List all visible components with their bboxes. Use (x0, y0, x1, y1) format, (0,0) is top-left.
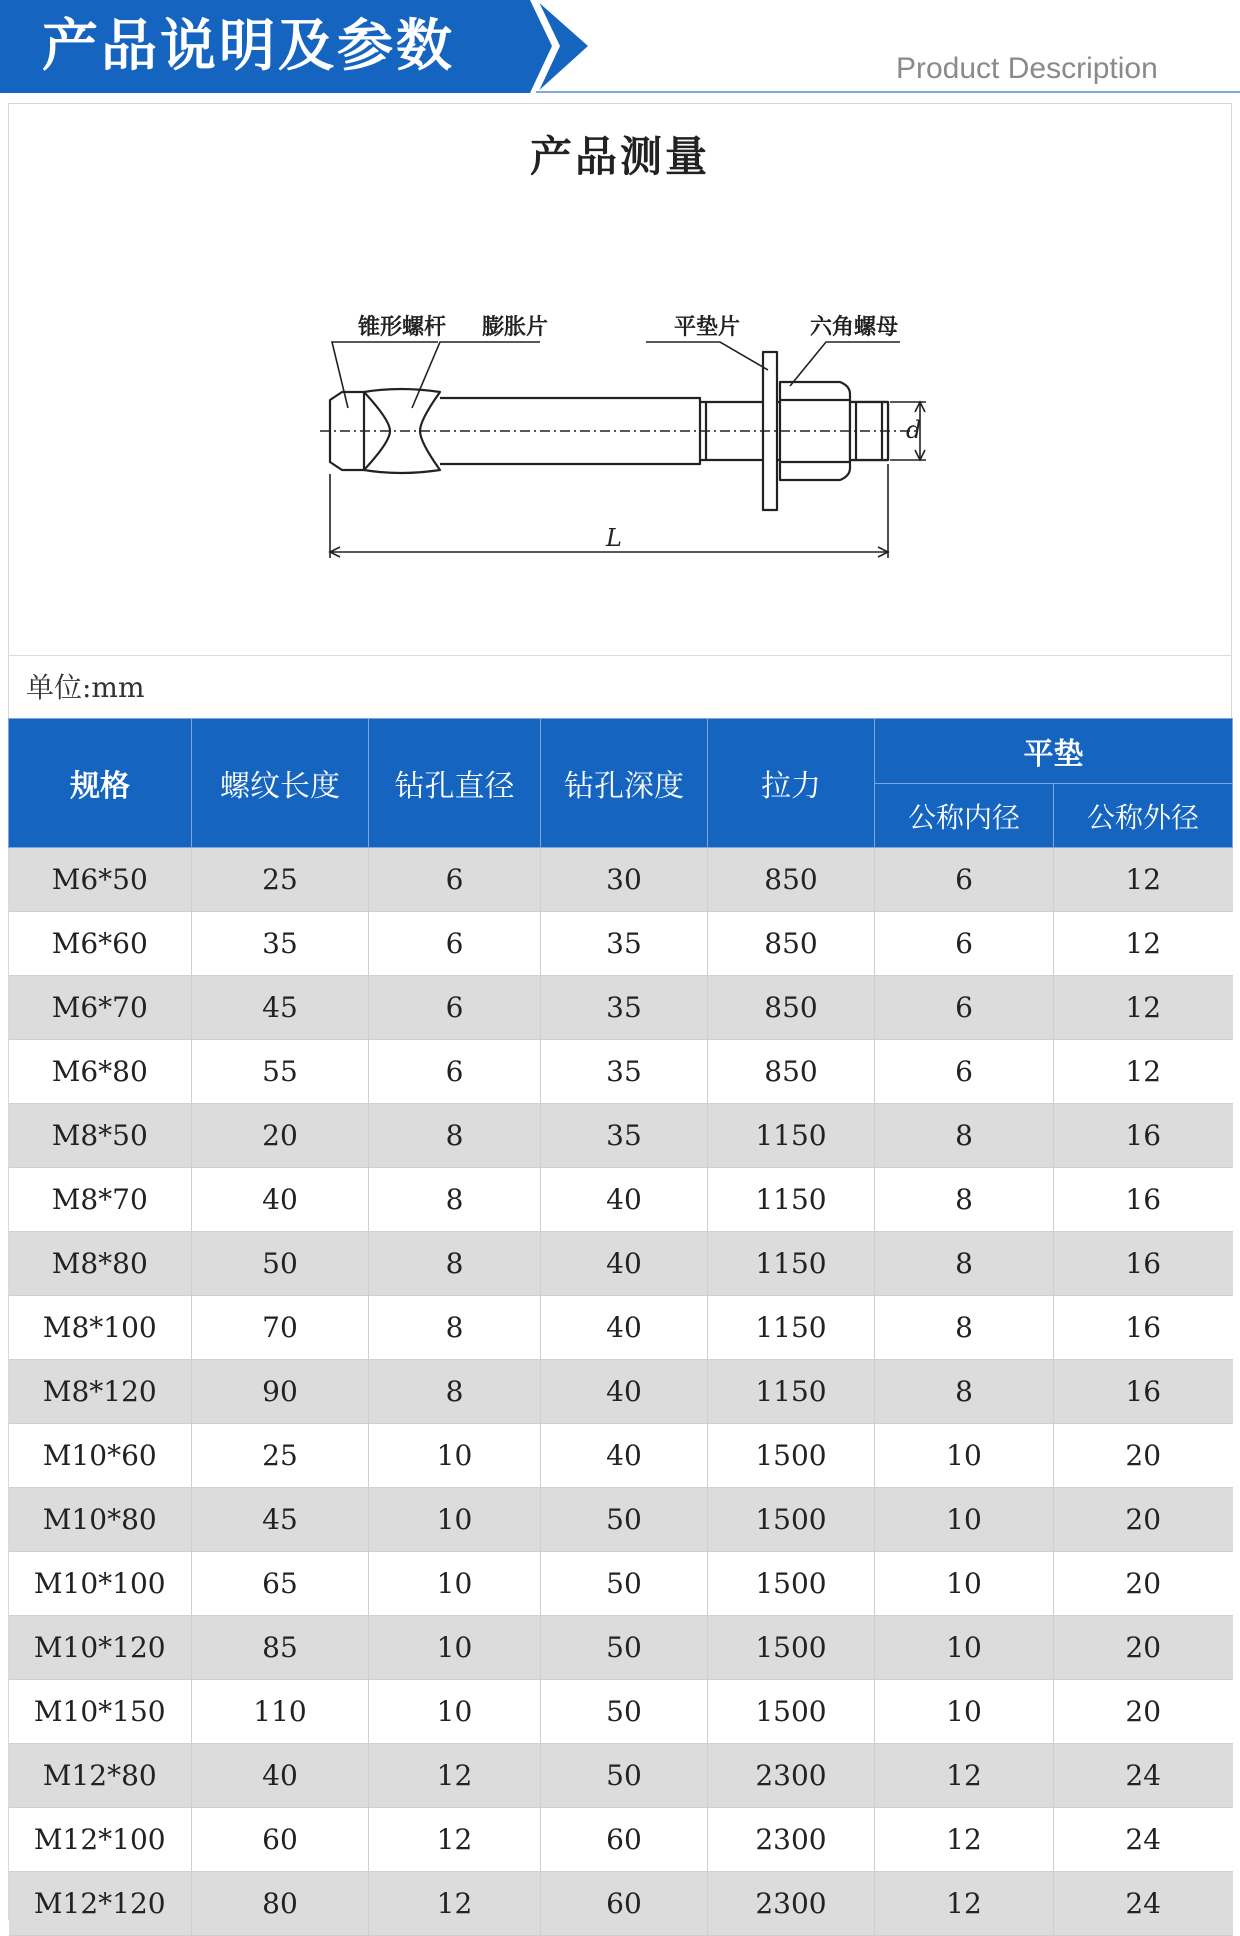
spec-cell: M8*80 (9, 1232, 192, 1296)
header-tension: 拉力 (708, 719, 875, 848)
spec-cell: M8*100 (9, 1296, 192, 1360)
drill-diameter-cell: 6 (369, 976, 541, 1040)
table-row (9, 1616, 1233, 1680)
table-row (9, 1104, 1233, 1168)
inner-diameter-cell: 10 (875, 1680, 1054, 1744)
outer-diameter-cell: 20 (1054, 1424, 1233, 1488)
spec-cell: M8*120 (9, 1360, 192, 1424)
header-inner-diameter: 公称内径 (875, 784, 1054, 848)
inner-diameter-cell: 12 (875, 1872, 1054, 1936)
thread-length-cell: 55 (192, 1040, 369, 1104)
spec-cell: M12*120 (9, 1872, 192, 1936)
table-row (9, 1808, 1233, 1872)
drill-diameter-cell: 12 (369, 1744, 541, 1808)
section-divider (8, 655, 1232, 656)
spec-table-body (9, 848, 1233, 1936)
table-row (9, 1552, 1233, 1616)
outer-diameter-cell: 24 (1054, 1744, 1233, 1808)
thread-length-cell: 20 (192, 1104, 369, 1168)
drill-depth-cell: 30 (541, 848, 708, 912)
drill-depth-cell: 40 (541, 1296, 708, 1360)
header-drill-diameter: 钻孔直径 (369, 719, 541, 848)
inner-diameter-cell: 12 (875, 1744, 1054, 1808)
inner-diameter-cell: 8 (875, 1104, 1054, 1168)
anchor-bolt-diagram (320, 290, 940, 570)
tension-cell: 2300 (708, 1872, 875, 1936)
tension-cell: 2300 (708, 1808, 875, 1872)
outer-diameter-cell: 20 (1054, 1488, 1233, 1552)
tension-cell: 1150 (708, 1296, 875, 1360)
drill-depth-cell: 40 (541, 1168, 708, 1232)
outer-diameter-cell: 16 (1054, 1168, 1233, 1232)
spec-cell: M8*70 (9, 1168, 192, 1232)
drill-diameter-cell: 8 (369, 1104, 541, 1168)
thread-length-cell: 80 (192, 1872, 369, 1936)
spec-cell: M12*100 (9, 1808, 192, 1872)
tension-cell: 1150 (708, 1104, 875, 1168)
table-row (9, 1744, 1233, 1808)
drill-diameter-cell: 12 (369, 1872, 541, 1936)
table-row (9, 1424, 1233, 1488)
spec-cell: M6*80 (9, 1040, 192, 1104)
header-drill-depth: 钻孔深度 (541, 719, 708, 848)
drill-depth-cell: 50 (541, 1744, 708, 1808)
tension-cell: 1500 (708, 1488, 875, 1552)
drill-depth-cell: 35 (541, 912, 708, 976)
table-row (9, 1232, 1233, 1296)
table-row (9, 1168, 1233, 1232)
thread-length-cell: 110 (192, 1680, 369, 1744)
table-row (9, 1680, 1233, 1744)
tension-cell: 1150 (708, 1232, 875, 1296)
table-row (9, 1296, 1233, 1360)
drill-depth-cell: 60 (541, 1808, 708, 1872)
outer-diameter-cell: 12 (1054, 976, 1233, 1040)
spec-cell: M10*60 (9, 1424, 192, 1488)
drill-depth-cell: 50 (541, 1488, 708, 1552)
inner-diameter-cell: 6 (875, 976, 1054, 1040)
drill-depth-cell: 60 (541, 1872, 708, 1936)
outer-diameter-cell: 20 (1054, 1552, 1233, 1616)
inner-diameter-cell: 12 (875, 1808, 1054, 1872)
thread-length-cell: 65 (192, 1552, 369, 1616)
thread-length-cell: 25 (192, 1424, 369, 1488)
thread-length-cell: 40 (192, 1744, 369, 1808)
thread-length-cell: 45 (192, 1488, 369, 1552)
drill-depth-cell: 35 (541, 976, 708, 1040)
tension-cell: 1500 (708, 1552, 875, 1616)
inner-diameter-cell: 8 (875, 1296, 1054, 1360)
tension-cell: 850 (708, 1040, 875, 1104)
drill-diameter-cell: 8 (369, 1296, 541, 1360)
header-thread-length: 螺纹长度 (192, 719, 369, 848)
outer-diameter-cell: 12 (1054, 912, 1233, 976)
outer-diameter-cell: 16 (1054, 1296, 1233, 1360)
outer-diameter-cell: 16 (1054, 1104, 1233, 1168)
thread-length-cell: 45 (192, 976, 369, 1040)
thread-length-cell: 50 (192, 1232, 369, 1296)
tension-cell: 1500 (708, 1424, 875, 1488)
outer-diameter-cell: 16 (1054, 1232, 1233, 1296)
header-spec: 规格 (9, 719, 192, 848)
drill-depth-cell: 50 (541, 1616, 708, 1680)
inner-diameter-cell: 10 (875, 1552, 1054, 1616)
tension-cell: 1150 (708, 1168, 875, 1232)
drill-diameter-cell: 6 (369, 848, 541, 912)
thread-length-cell: 85 (192, 1616, 369, 1680)
tension-cell: 850 (708, 976, 875, 1040)
drill-diameter-cell: 6 (369, 912, 541, 976)
tension-cell: 1150 (708, 1360, 875, 1424)
tension-cell: 1500 (708, 1680, 875, 1744)
spec-cell: M10*80 (9, 1488, 192, 1552)
inner-diameter-cell: 8 (875, 1168, 1054, 1232)
spec-cell: M6*60 (9, 912, 192, 976)
inner-diameter-cell: 8 (875, 1360, 1054, 1424)
table-row (9, 1040, 1233, 1104)
spec-cell: M10*100 (9, 1552, 192, 1616)
drill-depth-cell: 40 (541, 1424, 708, 1488)
table-row (9, 912, 1233, 976)
label-flat-washer: 平垫片 (674, 315, 741, 340)
table-row (9, 1360, 1233, 1424)
table-row (9, 1488, 1233, 1552)
drill-diameter-cell: 6 (369, 1040, 541, 1104)
thread-length-cell: 40 (192, 1168, 369, 1232)
outer-diameter-cell: 20 (1054, 1616, 1233, 1680)
inner-diameter-cell: 10 (875, 1488, 1054, 1552)
figure-title: 产品测量 (529, 132, 710, 181)
spec-cell: M10*150 (9, 1680, 192, 1744)
drill-diameter-cell: 10 (369, 1616, 541, 1680)
header-washer: 平垫 (875, 719, 1233, 784)
tension-cell: 2300 (708, 1744, 875, 1808)
spec-cell: M8*50 (9, 1104, 192, 1168)
spec-cell: M6*70 (9, 976, 192, 1040)
tension-cell: 850 (708, 912, 875, 976)
inner-diameter-cell: 8 (875, 1232, 1054, 1296)
drill-diameter-cell: 10 (369, 1424, 541, 1488)
page-header (0, 0, 1240, 96)
thread-length-cell: 70 (192, 1296, 369, 1360)
drill-depth-cell: 40 (541, 1232, 708, 1296)
drill-depth-cell: 35 (541, 1040, 708, 1104)
outer-diameter-cell: 20 (1054, 1680, 1233, 1744)
drill-depth-cell: 50 (541, 1552, 708, 1616)
page-title: 产品说明及参数 (42, 14, 455, 79)
outer-diameter-cell: 16 (1054, 1360, 1233, 1424)
spec-table (8, 718, 1233, 1936)
header-divider (536, 91, 1240, 93)
drill-diameter-cell: 12 (369, 1808, 541, 1872)
spec-cell: M12*80 (9, 1744, 192, 1808)
label-length: L (606, 524, 622, 552)
inner-diameter-cell: 10 (875, 1424, 1054, 1488)
thread-length-cell: 25 (192, 848, 369, 912)
drill-depth-cell: 40 (541, 1360, 708, 1424)
tension-cell: 1500 (708, 1616, 875, 1680)
inner-diameter-cell: 10 (875, 1616, 1054, 1680)
inner-diameter-cell: 6 (875, 848, 1054, 912)
spec-cell: M6*50 (9, 848, 192, 912)
drill-diameter-cell: 8 (369, 1232, 541, 1296)
drill-diameter-cell: 8 (369, 1360, 541, 1424)
thread-length-cell: 60 (192, 1808, 369, 1872)
outer-diameter-cell: 12 (1054, 1040, 1233, 1104)
unit-label: 单位:mm (26, 671, 145, 704)
table-row (9, 848, 1233, 912)
drill-depth-cell: 35 (541, 1104, 708, 1168)
drill-diameter-cell: 10 (369, 1488, 541, 1552)
table-row (9, 1872, 1233, 1936)
thread-length-cell: 90 (192, 1360, 369, 1424)
outer-diameter-cell: 12 (1054, 848, 1233, 912)
thread-length-cell: 35 (192, 912, 369, 976)
label-expansion-sleeve: 膨胀片 (482, 315, 549, 340)
page-subtitle: Product Description (896, 52, 1158, 85)
drill-depth-cell: 50 (541, 1680, 708, 1744)
drill-diameter-cell: 8 (369, 1168, 541, 1232)
table-row (9, 976, 1233, 1040)
inner-diameter-cell: 6 (875, 912, 1054, 976)
inner-diameter-cell: 6 (875, 1040, 1054, 1104)
outer-diameter-cell: 24 (1054, 1872, 1233, 1936)
label-cone-bolt: 锥形螺杆 (358, 315, 447, 340)
outer-diameter-cell: 24 (1054, 1808, 1233, 1872)
label-diameter: d (906, 416, 922, 444)
drill-diameter-cell: 10 (369, 1552, 541, 1616)
header-outer-diameter: 公称外径 (1054, 784, 1233, 848)
spec-cell: M10*120 (9, 1616, 192, 1680)
drill-diameter-cell: 10 (369, 1680, 541, 1744)
label-hex-nut: 六角螺母 (810, 315, 899, 340)
tension-cell: 850 (708, 848, 875, 912)
